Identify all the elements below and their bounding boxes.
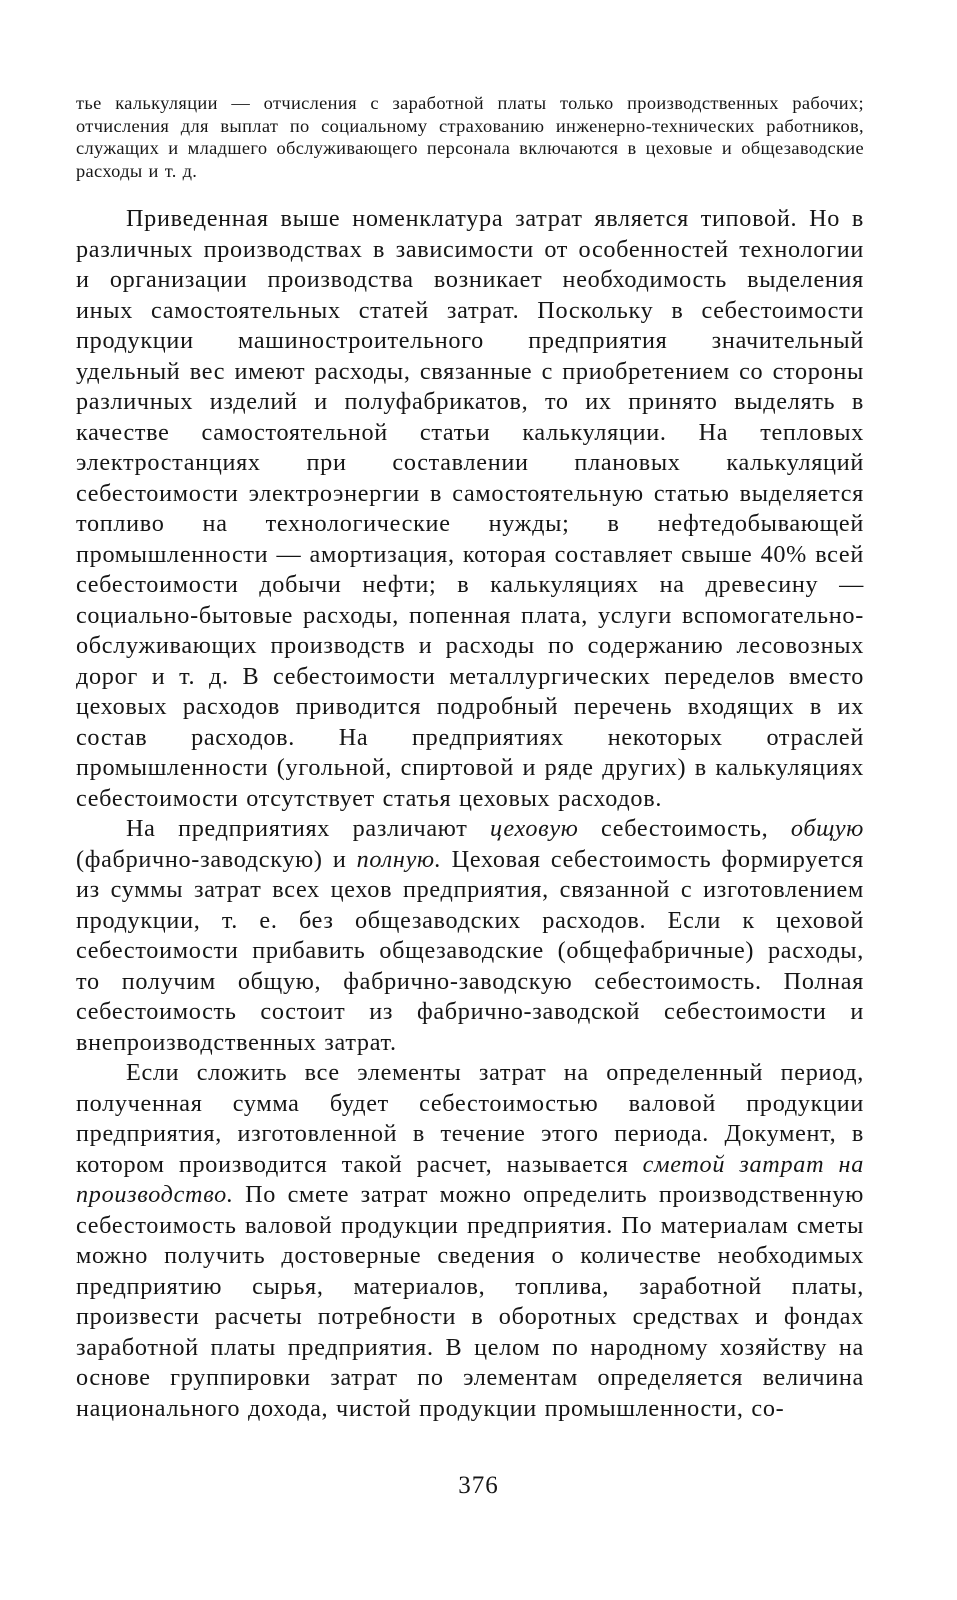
term-cost-estimate: сметой затрат на производство. [76, 1150, 864, 1208]
paragraph-2-text-4: Цеховая себестоимость формируется из суммы затрат всех цехов предприятия, связанной с изготовлением продукции, т. е. без общезаводских расходов. Если к цеховой себестоимости прибавить общезаводские (общефабричные) расходы, то получим общую, фабрично-заводскую себестоимость. Полная себестоимость состоит из фабрично-заводской себестоимости и внепроизводственных затрат. [76, 845, 865, 1056]
paragraph-2 [76, 814, 864, 1058]
paragraph-2-text-2: себестоимость, [578, 815, 791, 842]
paragraph-1 [76, 204, 864, 814]
page-body [76, 92, 864, 1424]
paragraph-1-text: Приведенная выше номенклатура затрат является типовой. Но в различных производствах в зависимости от особенностей технологии и организации производства возникает необходимость выделения иных самостоятельных статей затрат. Поскольку в себестоимости продукции машиностроительного предприятия значительный удельный вес имеют расходы, связанные с приобретением со стороны различных изделий и полуфабрикатов, то их принято выделять в качестве самостоятельной статьи калькуляции. На тепловых электростанциях при составлении плановых калькуляций себестоимости электроэнергии в самостоятельную статью выделяется топливо на технологические нужды; в нефтедобывающей промышленности — амортизация, которая составляет свыше 40% всей себестоимости добычи нефти; в калькуляциях на древесину — социально-бытовые расходы, попенная плата, услуги вспомогательно-обслуживающих производств и расходы по содержанию лесовозных дорог и т. д. В себестоимости металлургических переделов вместо цеховых расходов приводится подробный перечень входящих в их состав расходов. На предприятиях некоторых отраслей промышленности (угольной, спиртовой и ряде других) в калькуляциях себестоимости отсутствует статья цеховых расходов. [76, 205, 864, 812]
paragraph-2-text-3: (фабрично-заводскую) и [76, 845, 357, 873]
term-general-cost: общую [790, 815, 865, 842]
term-full-cost: полную. [356, 845, 442, 873]
page-number: 376 [458, 1472, 499, 1499]
paragraph-3 [76, 1058, 864, 1424]
paragraph-3-text-1: Если сложить все элементы затрат на определенный период, полученная сумма будет себестоимостью валовой продукции предприятия, изготовленной в течение этого периода. Документ, в котором производится такой расчет, называется [76, 1059, 864, 1178]
footnote-text: тье калькуляции — отчисления с заработной платы только производственных рабочих; отчисления для выплат по социальному страхованию инженерно-технических работников, служащих и младшего обслуживающего персонала включаются в цеховые и общезаводские расходы и т. д. [76, 93, 864, 181]
term-shop-cost: цеховую [490, 815, 579, 842]
paragraph-3-text-2: По смете затрат можно определить производственную себестоимость валовой продукции предприятия. По материалам сметы можно получить достоверные сведения о количестве необходимых предприятию сырья, материалов, топлива, заработной платы, произвести расчеты потребности в оборотных средствах и фондах заработной платы предприятия. В целом по народному хозяйству на основе группировки затрат по элементам определяется величина национального дохода, чистой продукции промышленности, со- [76, 1181, 864, 1422]
paragraph-2-text-1: На предприятиях различают [126, 815, 491, 842]
